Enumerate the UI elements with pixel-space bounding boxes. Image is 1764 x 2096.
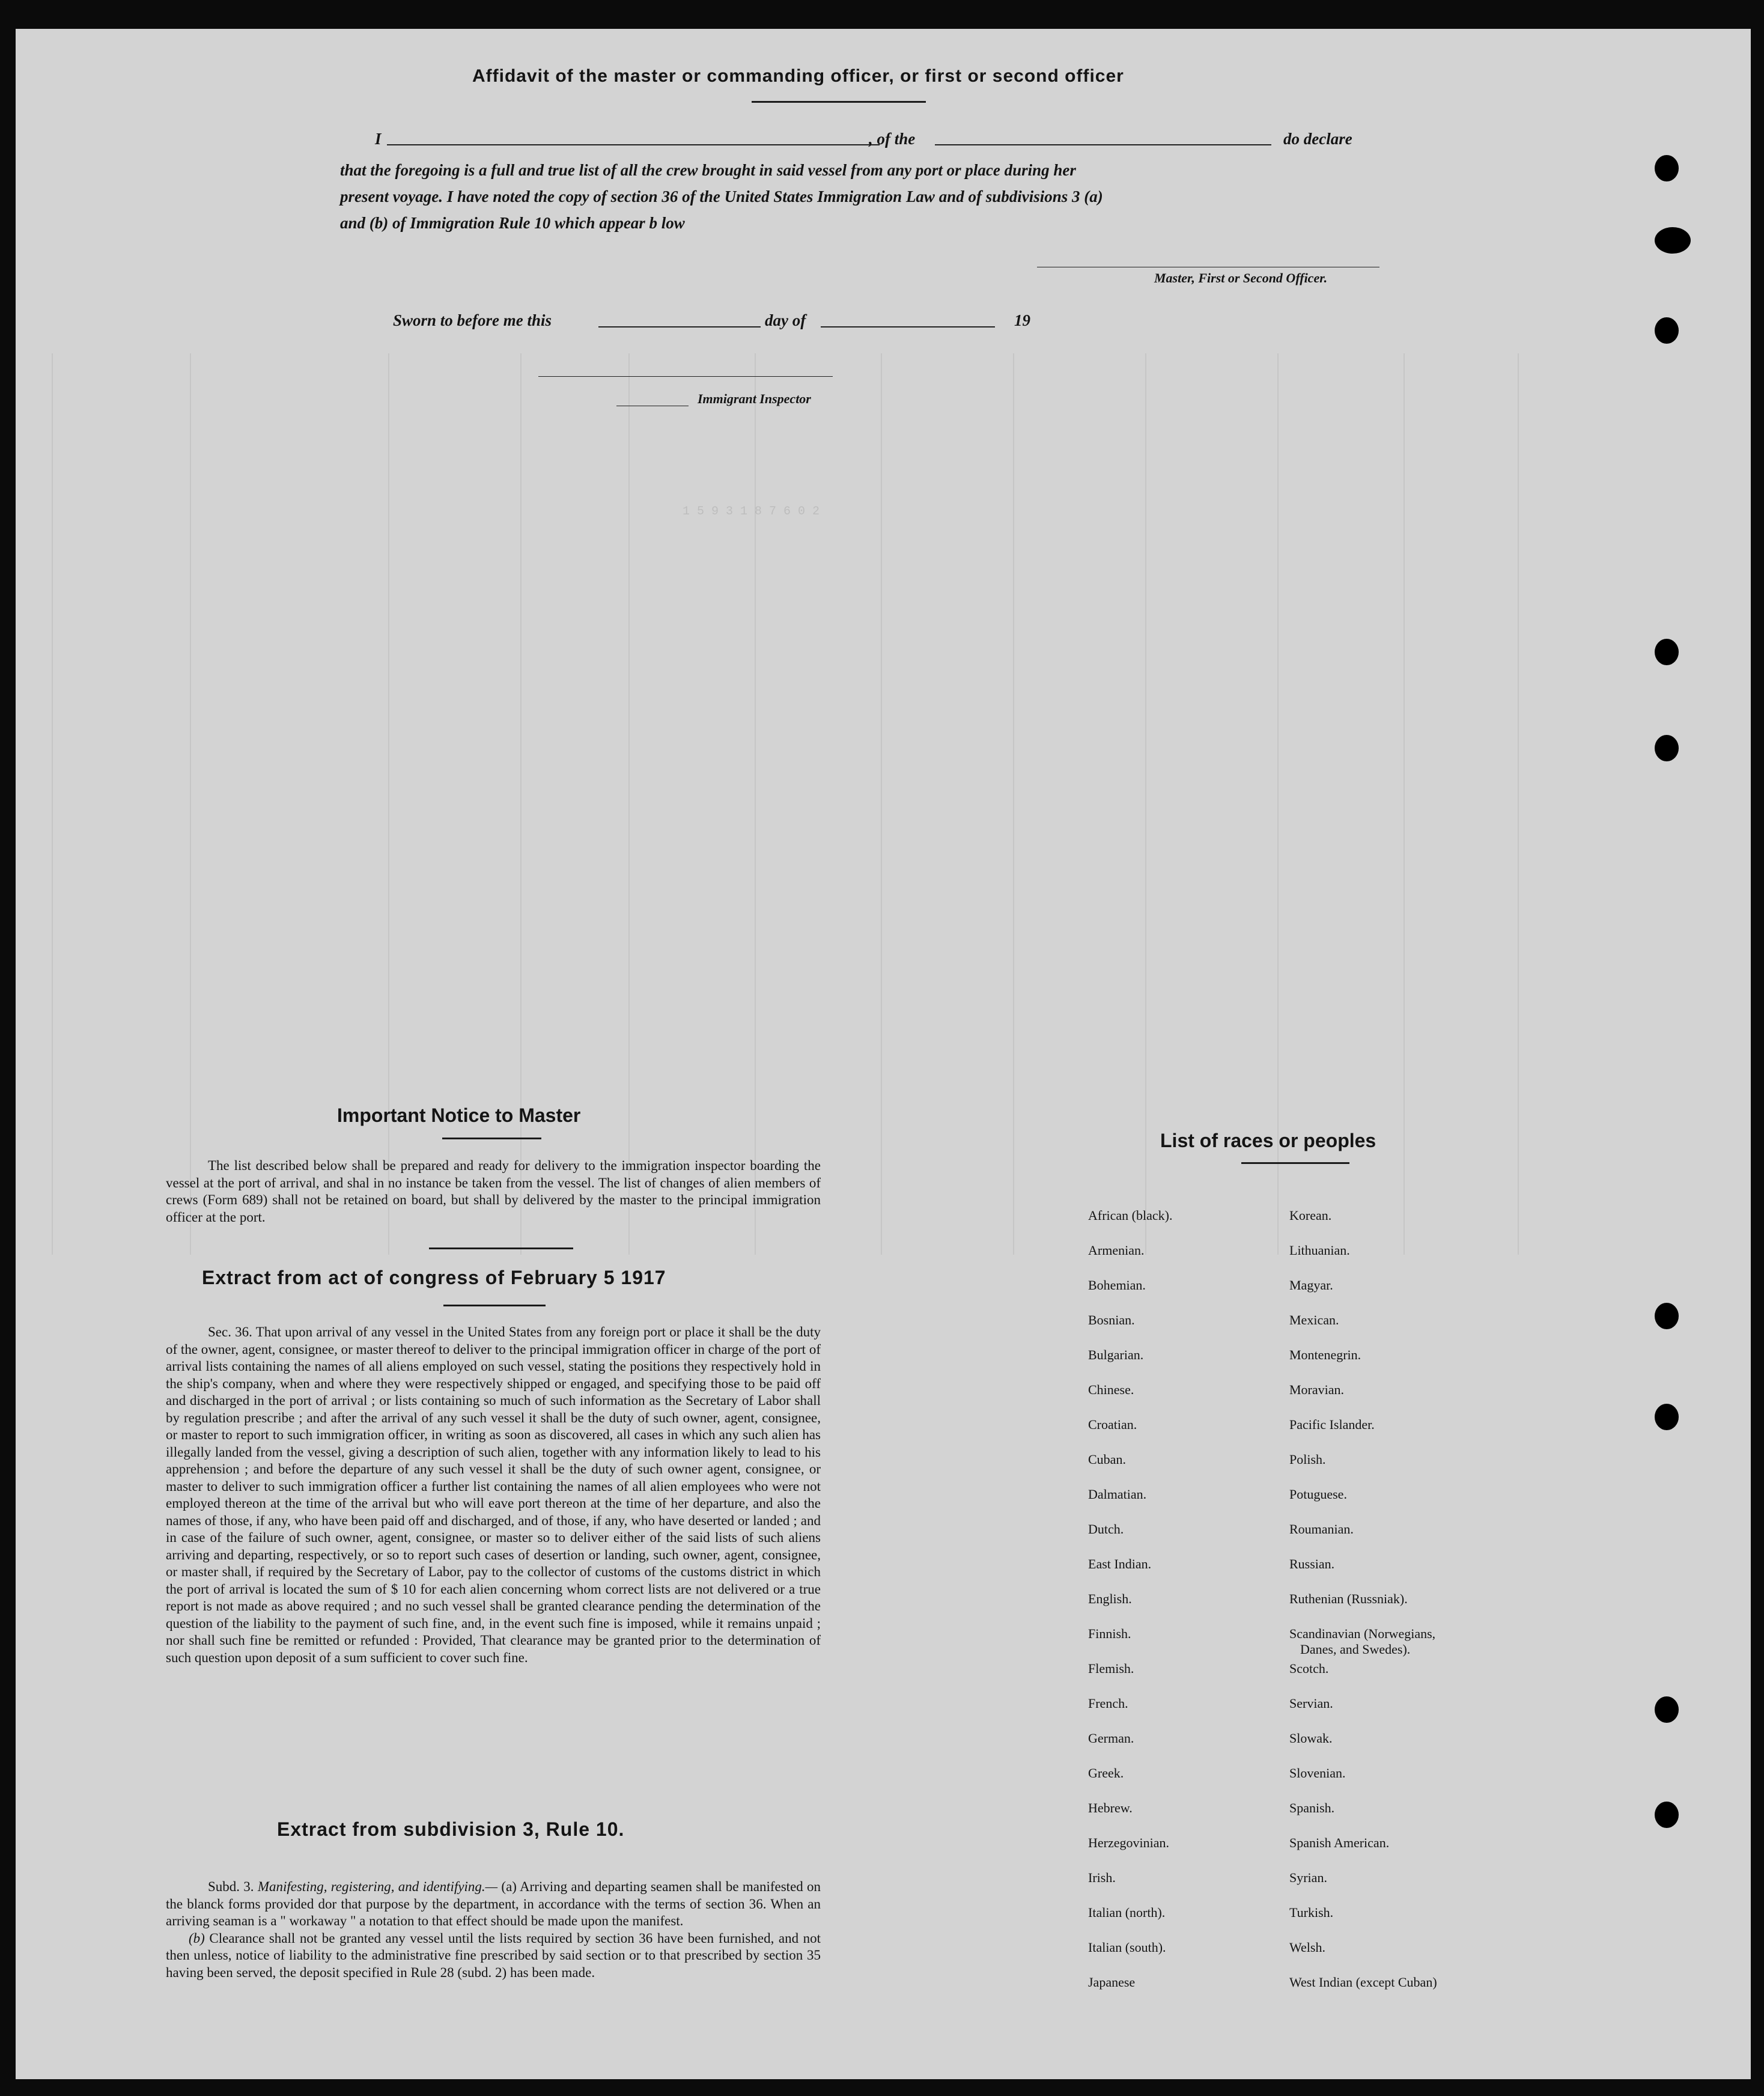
race-item: Greek. — [1088, 1765, 1124, 1781]
punch-hole — [1655, 1404, 1679, 1430]
vessel-field[interactable] — [935, 144, 1271, 145]
section-text: That upon arrival of any vessel in the United States from any foreign port or place it shall be the duty of the owner, agent, consignee, or master thereof to deliver to the principal immigration officer in charge of the port of arrival lists containing the names of all aliens employed on such vessel, stating the positions they respectively hold in the ship's company, when and where they were respectively shipped or engaged, and specifying those to be paid off and discharged in the port of arrival ; or lists containing so much of such information as the Secretary of Labor shall by regulation prescribe ; and after the arrival of any such vessel it shall be the duty of such owner, agent, consignee, or master to report to such immigration officer, in writing as soon as discovered, all cases in which any such alien has illegally landed from the vessel, giving a description of such alien, together with any information likely to lead to his apprehension ; and before the departure of any such vessel it shall be the duty of such owner agent, consignee, or master to deliver to such immigration officer a further list containing the names of all alien employees who were not employed thereon at the time of the arrival but who will eave port thereon at the time of her departure, and also the names of those, if any, who have been paid off and discharged, and of those, if any, who have deserted or landed ; and in case of the failure of such owner, agent, consignee, or master so to deliver either of the said lists of such aliens arriving and departing, respectively, or so to report such cases of desertion or landing, such owner, agent, consignee, or master shall, if required by the Secretary of Labor, pay to the collector of customs of the customs district in which the port of arrival is located the sum of $ 10 for each alien concerning whom correct lists are not delivered or a true report is not made as above required ; and no such vessel shall be granted clearance pending the determination of the question of the liability to the payment of such fine, and, in the event such fine is imposed, while it remains unpaid ; nor shall such fine be remitted or refunded : Provided, That clearance may be granted prior to the determination of such question upon deposit of a sum sufficient to cover such fine. — [166, 1324, 821, 1665]
race-item: Moravian. — [1289, 1382, 1345, 1397]
race-item: East Indian. — [1088, 1556, 1152, 1571]
affidavit-i: I — [375, 130, 382, 148]
bleed-through-grid — [52, 353, 1530, 1255]
race-item: German. — [1088, 1731, 1134, 1746]
race-item: West Indian (except Cuban) — [1289, 1975, 1437, 1990]
affidavit-line: present voyage. I have noted the copy of section 36 of the United States Immigration Law and of subdivisions 3 (a) — [340, 187, 1103, 206]
race-item: Cuban. — [1088, 1452, 1126, 1467]
race-item: Italian (south). — [1088, 1940, 1166, 1955]
race-item: Bosnian. — [1088, 1312, 1135, 1327]
act-rule — [443, 1305, 546, 1306]
sworn-day-of: day of — [765, 311, 806, 329]
race-item: Lithuanian. — [1289, 1243, 1350, 1258]
race-item: Polish. — [1289, 1452, 1326, 1467]
notice-text: The list described below shall be prepared and ready for delivery to the immigration inspector boarding the vessel at the port of arrival, and shal in no instance be taken from the vessel. The list of changes of alien members of crews (Form 689) shall not be retained on board, but shall by delivered by the master to the principal immigration officer at the port. — [166, 1158, 821, 1225]
sworn-day-field[interactable] — [598, 326, 761, 328]
race-item: Bohemian. — [1088, 1278, 1146, 1293]
race-item: French. — [1088, 1696, 1128, 1711]
race-item: Hebrew. — [1088, 1800, 1133, 1815]
subd-heading: Manifesting, registering, and identifying.— — [257, 1879, 498, 1894]
race-item: Syrian. — [1289, 1870, 1327, 1885]
document-page — [16, 29, 1751, 2079]
punch-hole — [1655, 155, 1679, 181]
race-item: Dalmatian. — [1088, 1487, 1147, 1502]
notice-rule — [442, 1138, 541, 1139]
race-item: Mexican. — [1289, 1312, 1339, 1327]
part-b-text: Clearance shall not be granted any vessel until the lists required by section 36 have been furnished, and not then unless, notice of liability to the administrative fine prescribed by said section or to that prescribed by section 35 having been served, the deposit specified in Rule 28 (subd. 2) has been made. — [166, 1930, 821, 1980]
race-item: Spanish American. — [1289, 1835, 1390, 1850]
race-item: Servian. — [1289, 1696, 1333, 1711]
rule-part-a — [166, 1878, 821, 1930]
race-item: Chinese. — [1088, 1382, 1134, 1397]
race-item: Slovenian. — [1289, 1765, 1346, 1781]
race-item: Finnish. — [1088, 1626, 1131, 1641]
race-item: English. — [1088, 1591, 1132, 1606]
race-item: Croatian. — [1088, 1417, 1137, 1432]
notice-title: Important Notice to Master — [337, 1104, 581, 1126]
race-item: Scandinavian (Norwegians, Danes, and Swedes). — [1289, 1626, 1436, 1657]
rule-part-b — [166, 1930, 821, 1982]
sworn-year: 19 — [1014, 311, 1030, 329]
race-item: Japanese — [1088, 1975, 1136, 1990]
race-item: Slowak. — [1289, 1731, 1333, 1746]
rule-text — [166, 1878, 821, 1981]
title-rule — [752, 101, 926, 103]
sworn-prefix: Sworn to before me this — [393, 311, 552, 329]
act-title: Extract from act of congress of February 5 1917 — [202, 1267, 666, 1288]
race-item: Ruthenian (Russniak). — [1289, 1591, 1408, 1606]
notice-divider — [429, 1248, 573, 1249]
act-text — [166, 1324, 821, 1666]
race-item: Dutch. — [1088, 1522, 1124, 1537]
race-item: Bulgarian. — [1088, 1347, 1144, 1362]
name-field[interactable] — [387, 144, 880, 145]
race-item: Italian (north). — [1088, 1905, 1166, 1920]
punch-hole — [1655, 317, 1679, 344]
race-item: Scotch. — [1289, 1661, 1329, 1676]
punch-hole — [1655, 639, 1679, 665]
subd-label: Subd. 3. — [208, 1879, 254, 1894]
part-a-label: (a) — [501, 1879, 517, 1894]
race-item: Roumanian. — [1289, 1522, 1354, 1537]
part-a-text: Arriving and departing seamen shall be manifested on the blanck forms provided dor that purpose by the department, in accordance with the terms of section 36. When an arriving seaman is a " workaway " a notation to that effect should be made upon the manifest. — [166, 1879, 821, 1928]
sworn-month-field[interactable] — [821, 326, 995, 328]
part-b-label: (b) — [189, 1930, 205, 1946]
race-item: Welsh. — [1289, 1940, 1325, 1955]
race-item: Montenegrin. — [1289, 1347, 1361, 1362]
affidavit-title: Affidavit of the master or commanding officer, or first or second officer — [472, 66, 1124, 86]
punch-hole — [1655, 1802, 1679, 1828]
affidavit-line: and (b) of Immigration Rule 10 which appear b low — [340, 214, 685, 232]
affidavit-body — [340, 157, 1379, 236]
punch-hole — [1655, 227, 1691, 254]
race-item: Magyar. — [1289, 1278, 1333, 1293]
race-item: Spanish. — [1289, 1800, 1335, 1815]
affidavit-do-declare: do declare — [1283, 130, 1352, 148]
race-item: Korean. — [1289, 1208, 1332, 1223]
races-rule — [1241, 1162, 1349, 1164]
race-item: Irish. — [1088, 1870, 1116, 1885]
punch-hole — [1655, 1303, 1679, 1329]
affidavit-of-the: , of the — [869, 130, 916, 148]
punch-hole — [1655, 735, 1679, 761]
rule-title: Extract from subdivision 3, Rule 10. — [277, 1818, 625, 1840]
section-label: Sec. 36. — [208, 1324, 252, 1339]
race-item: Potuguese. — [1289, 1487, 1347, 1502]
bleed-text: 1 5 9 3 1 8 7 6 0 2 — [683, 505, 820, 519]
punch-hole — [1655, 1696, 1679, 1723]
affidavit-line: that the foregoing is a full and true list of all the crew brought in said vessel from any port or place during her — [340, 161, 1076, 179]
race-item: Russian. — [1289, 1556, 1335, 1571]
race-item: Turkish. — [1289, 1905, 1334, 1920]
race-item: African (black). — [1088, 1208, 1173, 1223]
race-item: Flemish. — [1088, 1661, 1134, 1676]
inspector-signature-line[interactable] — [538, 376, 833, 377]
race-item: Herzegovinian. — [1088, 1835, 1169, 1850]
races-title: List of races or peoples — [1160, 1130, 1376, 1151]
inspector-label: Immigrant Inspector — [698, 391, 811, 406]
race-item: Armenian. — [1088, 1243, 1145, 1258]
race-item: Pacific Islander. — [1289, 1417, 1375, 1432]
signature-label: Master, First or Second Officer. — [1154, 270, 1328, 285]
